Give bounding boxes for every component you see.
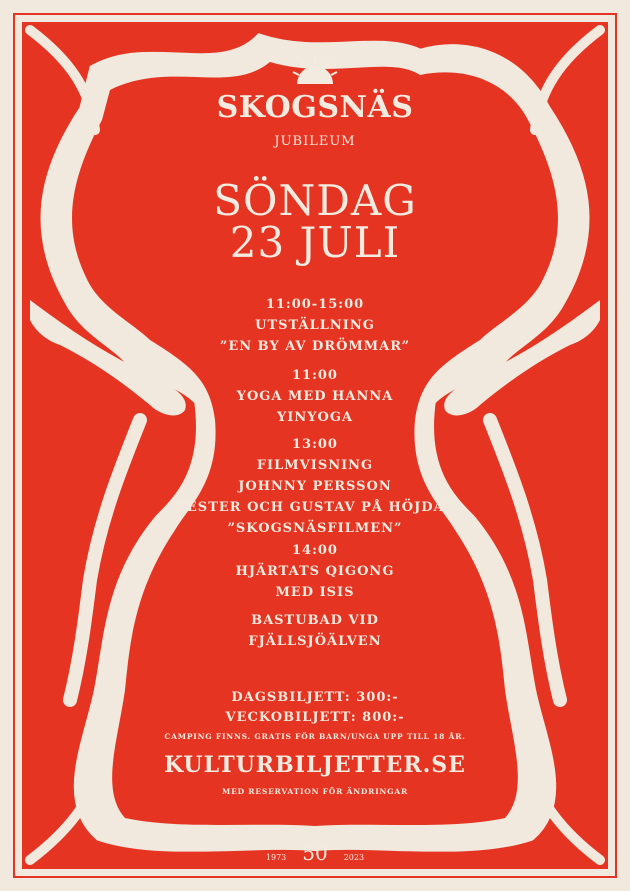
date-weekday: SÖNDAG	[213, 176, 417, 225]
anniversary-years	[0, 841, 630, 865]
program-time: 11:00-15:00	[265, 297, 365, 312]
brand-subtitle: JUBILEUM	[274, 134, 356, 149]
program-line: UTSTÄLLNING	[255, 318, 375, 333]
start-year: 1973	[265, 853, 287, 862]
program-line: FILMVISNING	[256, 458, 374, 473]
program-time: 11:00	[292, 368, 338, 383]
program-line: ”EN BY AV DRÖMMAR”	[219, 339, 411, 354]
logo	[0, 56, 630, 86]
program-line: FJÄLLSJÖÄLVEN	[248, 634, 382, 649]
anniversary-number: 50	[302, 841, 328, 865]
program-item-4	[0, 540, 630, 603]
program-item-1	[0, 294, 630, 357]
program-time: 13:00	[292, 437, 338, 452]
program-time: 14:00	[292, 543, 338, 558]
end-year: 2023	[343, 853, 365, 862]
reservation-note: MED RESERVATION FÖR ÄNDRINGAR	[221, 787, 409, 796]
date-day: 23 JULI	[229, 218, 401, 267]
sun-logo-icon	[291, 56, 339, 86]
ticket-url[interactable]: KULTURBILJETTER.SE	[164, 752, 466, 778]
brand-name: SKOGSNÄS	[216, 90, 414, 125]
ticket-note: CAMPING FINNS. GRATIS FÖR BARN/UNGA UPP TILL 18 ÅR.	[164, 732, 466, 741]
program-line: ”SKOGSNÄSFILMEN”	[227, 521, 403, 536]
program-line: ”ESTER OCH GUSTAV PÅ HÖJDA”	[178, 500, 452, 515]
program-item-2	[0, 365, 630, 428]
program-line: HJÄRTATS QIGONG	[235, 564, 395, 579]
program-line: YOGA MED HANNA	[236, 389, 394, 404]
program-item-5	[0, 610, 630, 652]
program-line: YINYOGA	[276, 410, 354, 425]
week-ticket: VECKOBILJETT: 800:-	[225, 710, 405, 725]
program-line: JOHNNY PERSSON	[238, 479, 392, 494]
day-ticket: DAGSBILJETT: 300:-	[231, 690, 399, 705]
program-line: MED ISIS	[275, 585, 355, 600]
program-line: BASTUBAD VID	[251, 613, 379, 628]
program-item-3	[0, 434, 630, 539]
